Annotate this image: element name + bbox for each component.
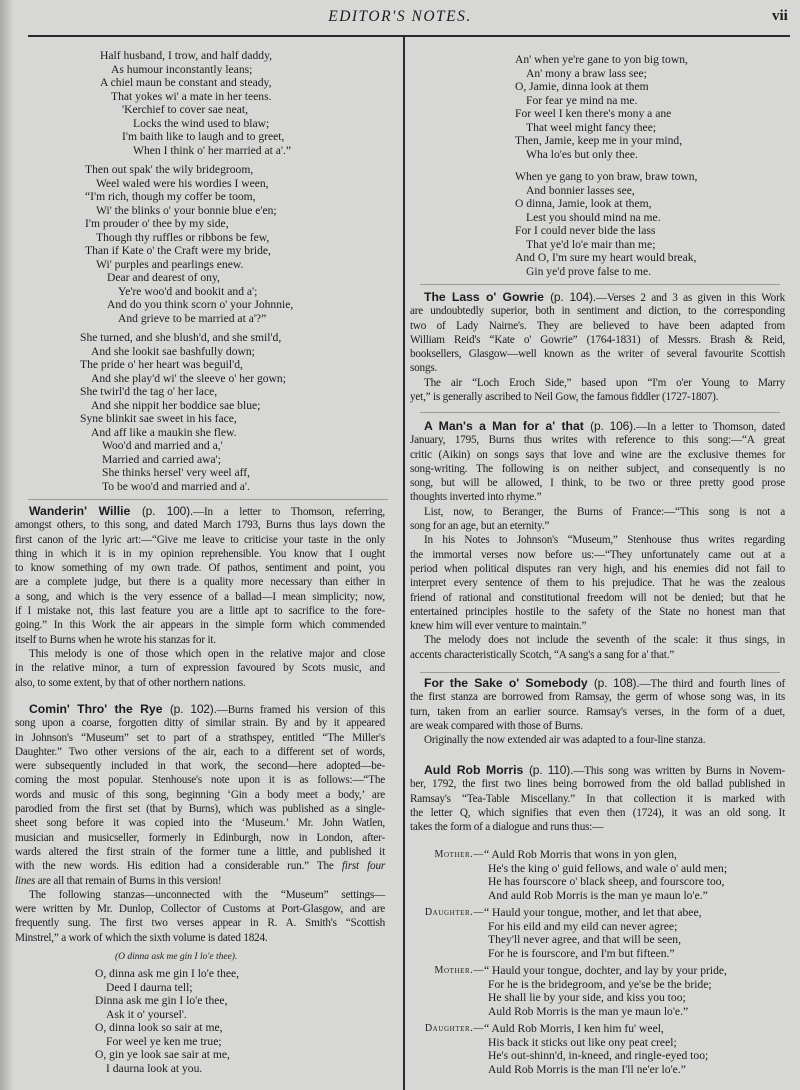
poem-line: Weel waled were his wordies I ween, xyxy=(96,176,269,190)
poem-line: O dinna, Jamie, look at them, xyxy=(515,197,652,210)
poem-line: “I'm rich, though my coffer be toom, xyxy=(85,190,256,203)
poem-line: That weel might fancy thee; xyxy=(526,120,657,134)
text-line: takes the form of a dialogue and runs thus:— xyxy=(410,821,604,834)
poem-line: Ask it o' yoursel'. xyxy=(106,1007,187,1021)
poem-line: Ye're woo'd and bookit and a'; xyxy=(118,284,258,298)
text-line: In his Notes to Johnson's “Museum,” Stenhouse thus writes regarding xyxy=(424,534,785,547)
text-line: thing in which it is in my opinion reprehensible. You know that I ought xyxy=(15,547,385,560)
poem-line: An' when ye're gane to yon big town, xyxy=(515,53,688,66)
text-span: —In a letter to Thomson, referring, xyxy=(193,506,385,518)
poem-line: He's out-shinn'd, in-kneed, and ringle-eyed too; xyxy=(488,1049,709,1062)
text-span: —Verses 2 and 3 as given in this Work xyxy=(595,292,785,304)
speaker-label: Daughter.— xyxy=(424,1023,484,1034)
poem-stanza xyxy=(80,331,286,493)
text-line: thoughts inverted into rhyme.” xyxy=(410,491,542,504)
poem-line: Though thy ruffles or ribbons be few, xyxy=(96,230,270,244)
text-span: lines xyxy=(15,874,36,887)
note-heading: A Man's a Man for a' that xyxy=(424,419,591,433)
text-line: the first stanza are borrowed from Ramsay, the germ of whose song was, in its xyxy=(410,691,785,704)
text-line: first canon of the lyric art:—“Give me leave to criticise your taste in the only xyxy=(15,533,385,546)
poem-line: Wi' purples and pearlings enew. xyxy=(96,257,244,271)
poem-line: I'm prouder o' thee by my side, xyxy=(85,217,229,230)
text-line xyxy=(15,702,385,716)
poem-line: A chiel maun be constant and steady, xyxy=(100,76,272,89)
poem-line: They'll never agree, and that will be seen, xyxy=(488,933,681,946)
note-comin-thro-the-rye xyxy=(15,702,385,945)
poem-line: Auld Rob Morris is the man ye maun lo'e.” xyxy=(488,1004,689,1018)
text-line: the letter Q, which signifies that even then (1724), it was an old song. It xyxy=(410,806,785,819)
paragraph xyxy=(15,888,385,945)
text-line: song, but will be allowed, I think, to be two or three pretty good prose xyxy=(410,477,785,490)
speaker-label: Mother.— xyxy=(434,965,484,976)
poem-line: Gin ye'd prove false to me. xyxy=(526,264,652,278)
poem-line: I'm baith like to laugh and to greet, xyxy=(122,130,285,143)
poem-line: The pride o' her heart was beguil'd, xyxy=(80,358,243,371)
text-line: amongst others, to this song, and dated March 1793, Burns thus lays down the xyxy=(15,519,385,532)
poem-line: “ Hauld your tongue, dochter, and lay by your pride, xyxy=(484,964,727,977)
poem-line: Wha lo'es but only thee. xyxy=(526,147,638,161)
poem-line: For weel I ken there's mony a ane xyxy=(515,107,672,120)
text-line: booksellers, Glasgow—well known as the writer of several favourite Scottish xyxy=(410,348,785,361)
page-reference: (p. 104). xyxy=(550,290,596,304)
poem-line: And aff like a maukin she flew. xyxy=(91,425,237,439)
text-line xyxy=(410,763,785,777)
poem-line: He has fourscore o' black sheep, and fourscore too, xyxy=(488,875,725,888)
poem-stanza xyxy=(100,49,291,157)
text-line: The melody does not include the seventh of the scale: it thus sings, in xyxy=(424,634,785,647)
paragraph xyxy=(410,419,785,505)
text-line: words and music of this song, beginning ‘Gin a body meet a body,’ are xyxy=(15,788,385,801)
poem-line: O, Jamie, dinna look at them xyxy=(515,80,649,93)
text-line: period when political disputes ran very high, and his enemies did not fail to xyxy=(410,562,785,575)
page-reference: (p. 100). xyxy=(141,504,193,518)
speaker-label: Mother.— xyxy=(434,849,484,860)
poem-line: Dear and dearest of ony, xyxy=(107,271,220,284)
text-span: are all that remain of Burns in this version! xyxy=(35,874,222,887)
poem-line: And bonnier lasses see, xyxy=(526,183,635,197)
poem-subtitle: (O dinna ask me gin I lo'e thee). xyxy=(115,952,238,962)
text-line: Minstrel,” a work of which the sixth volume is dated 1824. xyxy=(15,931,268,944)
text-span: —Burns framed his version of this xyxy=(216,704,385,716)
text-line: were subsequently included in that work, the second—here adopted—be- xyxy=(15,760,385,773)
text-line: songs. xyxy=(410,362,438,375)
text-line: This melody is one of those which open in the relative major and close xyxy=(29,647,385,660)
poem-line: For he is fourscore, and I'm but fifteen.” xyxy=(488,946,675,960)
poem-line: “ Auld Rob Morris that wons in yon glen, xyxy=(484,848,677,861)
poem-line: And auld Rob Morris is the man ye maun lo'e.” xyxy=(488,888,708,902)
text-line: musician and musicseller, formerly in Edinburgh, now in London, after- xyxy=(15,831,385,844)
text-line: Originally the now extended air was adapted to a four-line stanza. xyxy=(424,734,706,747)
section-rule xyxy=(420,672,780,673)
dialogue-verse xyxy=(424,906,727,960)
text-line xyxy=(15,504,385,518)
poem-line: And do you think scorn o' your Johnnie, xyxy=(107,298,294,311)
text-line: List, now, to Beranger, the Burns of France:—“This song is not a xyxy=(424,505,785,518)
dialogue-poem xyxy=(424,848,728,1080)
paragraph xyxy=(410,290,785,376)
page-reference: (p. 102). xyxy=(169,702,217,716)
note-heading: Wanderin' Willie xyxy=(29,504,142,518)
section-rule xyxy=(420,284,780,285)
section-rule xyxy=(28,499,388,500)
page-reference: (p. 110). xyxy=(528,763,574,777)
text-line: two of Lady Nairne's. They are believed to have been adapted from xyxy=(410,319,785,332)
text-line: if I mistake not, this last feature you are a little apt to sacrifice to the fore- xyxy=(15,605,385,618)
poem-line: “ Auld Rob Morris, I ken him fu' weel, xyxy=(484,1022,664,1035)
header-rule xyxy=(28,35,790,37)
paragraph xyxy=(410,376,785,405)
poem-line: He's the king o' guid fellows, and wale o' auld men; xyxy=(488,861,728,875)
poem-line: Then out spak' the wily bridegroom, xyxy=(85,163,254,176)
poem-line: As humour inconstantly leans; xyxy=(111,62,253,76)
dialogue-verse xyxy=(434,848,728,902)
paragraph xyxy=(410,533,785,633)
poem-line: An' mony a braw lass see; xyxy=(526,66,647,80)
column-divider xyxy=(403,37,405,1090)
note-lass-o-gowrie xyxy=(410,290,785,404)
text-line: turn, taken from an earlier source. Ramsay's verses, in the form of a duet, xyxy=(410,705,785,718)
poem-line: And she nippit her boddice sae blue; xyxy=(91,398,261,412)
poem-line: Married and carried awa'; xyxy=(102,452,221,466)
text-line: sheet song before it was copied into the ‘Museum.’ Mr. John Watlen, xyxy=(15,817,385,830)
running-title: EDITOR'S NOTES. xyxy=(328,8,472,25)
poem-line: For weel ye ken me true; xyxy=(106,1034,222,1048)
poem-line: She twirl'd the tag o' her lace, xyxy=(80,385,218,398)
note-wanderin-willie xyxy=(15,504,385,690)
text-line: the immortal verses now before us:—“They unfortunately came out at a xyxy=(410,548,785,561)
poem-line: Than if Kate o' the Craft were my bride, xyxy=(85,244,271,257)
text-line: The following stanzas—unconnected with the “Museum” settings— xyxy=(29,888,385,901)
text-line: Ramsay's “Tea-Table Miscellany.” In that collection it is marked with xyxy=(410,792,785,805)
paragraph xyxy=(410,505,785,534)
text-span: —The third and fourth lines of xyxy=(639,678,786,690)
text-line: Daughter.” Two other versions of the air, each to a different set of words, xyxy=(15,745,385,758)
poem-line: Deed I daurna tell; xyxy=(106,980,193,994)
text-span: first four xyxy=(341,860,385,873)
poem-stanza xyxy=(95,967,239,1075)
poem-stanza xyxy=(85,163,293,325)
text-line xyxy=(15,859,385,873)
text-line: in Johnson's “Museum” set to part of a strathspey, entitled “The Miller's xyxy=(15,731,385,744)
note-a-mans-a-man xyxy=(410,419,785,662)
text-line: in the relative minor, a turn of expression favoured by Scots music, and xyxy=(15,662,385,675)
poem-line: And grieve to be married at a'?” xyxy=(118,311,267,325)
poem-line: Auld Rob Morris is the man I'll ne'er lo'e.” xyxy=(488,1062,686,1076)
text-line: song-writing. The following is on neither subject, and consequently is no xyxy=(410,462,785,475)
poem-line: I daurna look at you. xyxy=(106,1061,203,1075)
text-line: frequently sung. The first two verses appear in R. A. Smith's “Scottish xyxy=(15,917,385,930)
text-line xyxy=(410,290,785,304)
paragraph xyxy=(410,633,785,662)
poem-line: She turned, and she blush'd, and she smil'd, xyxy=(80,331,282,344)
poem-line: And she play'd wi' the sleeve o' her gown; xyxy=(91,371,286,385)
text-line: knew him will ever venture to maintain.” xyxy=(410,620,587,633)
text-line: a song, and which is the very essence of a ballad—I mean simplicity; now, xyxy=(15,590,385,603)
text-line: The air “Loch Eroch Side,” based upon “I'm o'er Young to Marry xyxy=(424,376,785,389)
poem-line: Locks the wind used to blaw; xyxy=(133,116,270,130)
poem-line: To be woo'd and married and a'. xyxy=(102,479,250,493)
note-auld-rob-morris xyxy=(410,763,785,834)
text-line: ber, 1792, the first two lines being borrowed from the old ballad published in xyxy=(410,778,785,791)
text-line xyxy=(15,874,385,888)
paragraph xyxy=(410,733,785,747)
note-heading: Auld Rob Morris xyxy=(424,763,529,777)
poem-line: “ Hauld your tongue, mother, and let that abee, xyxy=(484,906,702,919)
text-line: yet,” is generally ascribed to Neil Gow, the famous fiddler (1727-1807). xyxy=(410,391,719,404)
paragraph xyxy=(15,702,385,888)
poem-line: And O, I'm sure my heart would break, xyxy=(515,251,697,264)
poem-line: When I think o' her married at a'.” xyxy=(133,143,292,157)
text-line: parodied from the first set (that by Burns), which was published as a single- xyxy=(15,803,385,816)
note-heading: Comin' Thro' the Rye xyxy=(29,702,170,716)
text-line: friend of rational and constitutional freedom will not be denied; but that he xyxy=(410,591,785,604)
poem-line: He shall lie by your side, and kiss you too; xyxy=(488,991,686,1004)
note-heading: For the Sake o' Somebody xyxy=(424,676,594,690)
text-line: are undoubtedly superior, both in sentiment and diction, to the corresponding xyxy=(410,305,785,318)
poem-line: That ye'd lo'e mair than me; xyxy=(526,237,656,251)
page-number: vii xyxy=(772,8,788,24)
paragraph xyxy=(410,763,785,834)
poem-stanza xyxy=(515,170,697,278)
note-for-the-sake-o-somebody xyxy=(410,676,785,747)
text-span: —In a letter to Thomson, dated xyxy=(636,421,785,433)
poem-line: For he is the bridegroom, and ye'se be the bride; xyxy=(488,977,712,991)
text-span: with the new words. His edition had a considerable run.” The xyxy=(15,860,342,873)
poem-line: Dinna ask me gin I lo'e thee, xyxy=(95,994,228,1007)
dialogue-verse xyxy=(424,1022,727,1076)
text-line: interpret every sentence of them to his prejudice. That he was the zealous xyxy=(410,577,785,590)
dialogue-verse xyxy=(434,964,727,1018)
text-line: song for an age, but an eternity.” xyxy=(410,520,550,533)
text-line: William Reid's “Kate o' Gowrie” (1764-1831) of Messrs. Brash & Reid, xyxy=(410,333,785,346)
poem-line: Wi' the blinks o' your bonnie blue e'en; xyxy=(96,203,277,217)
text-line: January, 1795, Burns thus writes with reference to this song:—“A great xyxy=(410,434,785,447)
text-line: wards altered the first strain of the former tune a little, and published it xyxy=(15,845,385,858)
text-line: song upon a coarse, forgotten ditty of similar strain. By and by it appeared xyxy=(15,717,385,730)
page-reference: (p. 106). xyxy=(590,419,637,433)
poem-line: Lest you should mind na me. xyxy=(526,210,661,224)
text-line: critic (Aikin) on songs says that love and wine are the exclusive themes for xyxy=(410,448,785,461)
poem-line: Then, Jamie, keep me in your mind, xyxy=(515,134,683,147)
poem-line: O, dinna ask me gin I lo'e thee, xyxy=(95,967,240,980)
text-line: accents characteristically Scotch, “A sang's a sang for a' that.” xyxy=(410,648,675,661)
poem-line: That yokes wi' a mate in her teens. xyxy=(111,89,272,103)
text-span: —This song was written by Burns in Novem- xyxy=(573,765,785,777)
paragraph xyxy=(410,676,785,733)
text-line: itself to Burns when he wrote his stanzas for it. xyxy=(15,633,216,646)
poem-line: His back it sticks out like ony peat creel; xyxy=(488,1035,677,1049)
text-line: to know something of my own trade. Of pathos, sentiment and point, you xyxy=(15,562,385,575)
section-rule xyxy=(420,412,780,413)
poem-stanza xyxy=(515,53,688,161)
text-line: also, to some extent, by that of other northern nations. xyxy=(15,676,246,689)
poem-line: For his eild and my eild can never agree; xyxy=(488,919,678,933)
poem-line: 'Kerchief to cover sae neat, xyxy=(122,103,249,116)
text-line xyxy=(410,419,785,433)
poem-line: Half husband, I trow, and half daddy, xyxy=(100,49,273,62)
poem-line: When ye gang to yon braw, braw town, xyxy=(515,170,698,183)
text-line: are a complete judge, but there is a quality more necessary than either in xyxy=(15,576,385,589)
poem-line: For I could never bide the lass xyxy=(515,224,656,237)
poem-line: O, gin ye look sae sair at me, xyxy=(95,1048,230,1061)
poem-line: Syne blinkit sae sweet in his face, xyxy=(80,412,237,425)
text-line: entertained principles hostile to the safety of the State no honest man that xyxy=(410,605,785,618)
paragraph xyxy=(15,504,385,647)
poem-line: For fear ye mind na me. xyxy=(526,93,638,107)
text-line: are weak compared with those of Burns. xyxy=(410,719,583,732)
page-binding-shadow xyxy=(0,0,14,1090)
poem-line: She thinks hersel' very weel aff, xyxy=(102,466,251,479)
text-line: going.” In this Work the air appears in the simple form which commended xyxy=(15,619,385,632)
text-line: coming the most popular. Stenhouse's note upon it is as follows:—“The xyxy=(15,774,385,787)
note-heading: The Lass o' Gowrie xyxy=(424,290,551,304)
poem-line: And she lookit sae bashfully down; xyxy=(91,344,255,358)
page-reference: (p. 108). xyxy=(593,676,640,690)
poem-line: Woo'd and married and a,' xyxy=(102,439,223,452)
text-line xyxy=(410,676,785,690)
speaker-label: Daughter.— xyxy=(424,907,484,918)
text-line: were written by Mr. Dunlop, Collector of Customs at Port-Glasgow, and are xyxy=(15,903,385,916)
paragraph xyxy=(15,647,385,690)
poem-line: O, dinna look so sair at me, xyxy=(95,1021,223,1034)
